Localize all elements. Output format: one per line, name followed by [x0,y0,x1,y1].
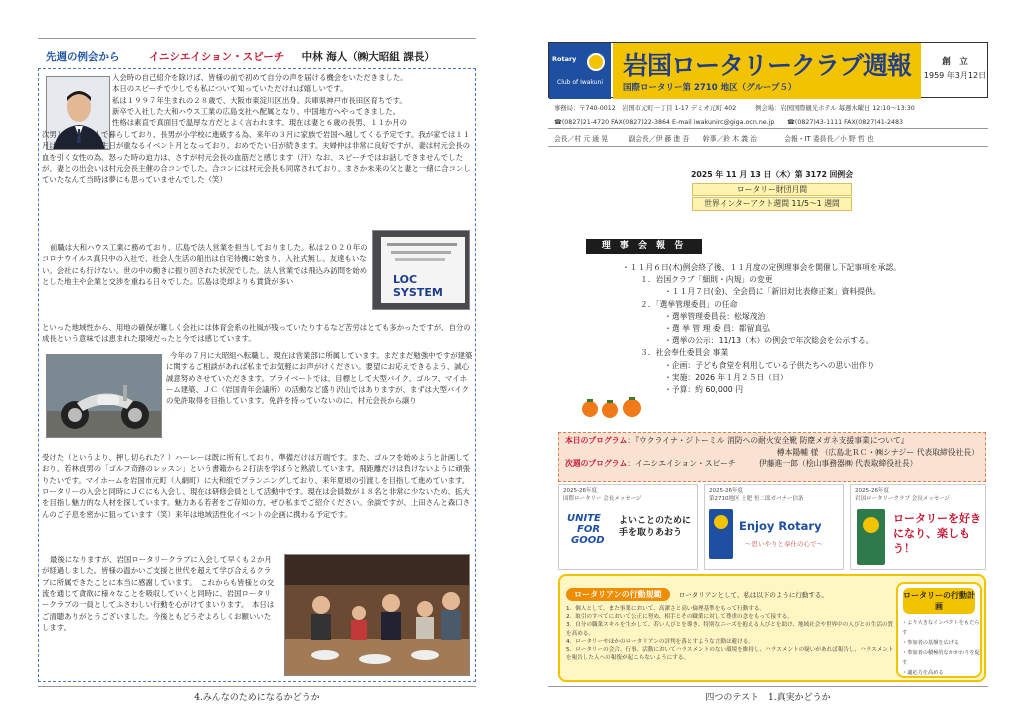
code-of-conduct-box [558,574,986,682]
para1 [112,72,472,129]
para1-line5: 性格は素直で真面目で温厚な方だとよく言われます。現在は妻と６歳の長男、１１か月の [112,118,408,128]
card1-org: 国際ロータリー 会長メッセージ [563,496,642,502]
code-item: 2．取引のすべてにおいて公正に努め、相手とその職業に対して尊重の念をもって接する。 [566,614,793,621]
motorcycle-photo [46,354,162,438]
meeting-info [682,169,862,211]
para4a: 今年の７月に大昭組へ転職し、現在は営業部に所属しています。まだまだ勉強中ですが建築に関するご相談があれば私までお気軽にお声がけください。要望にお応えできるよう、誠心誠意努めさせていただきます。プライベートでは、目標として大型バイク、ゴルフ、マイホーム建築、ＪＣ（岩国青年会議所）の活動など盛り沢山ではありますが、まずは大型バイクの免許取得を目指しています。免許を持っていないのに、村元会長から譲り [166,351,473,406]
report-line: ２．「選挙管理委員」の任命 [640,299,738,309]
ri-president-card [558,484,698,570]
program-today-speaker: 樽本陽輔 様 （広島北ＲＣ・㈱シナジー 代表取締役社長） [776,447,979,457]
logo-rotary-text: Rotary [552,55,577,63]
action-plan [896,582,982,678]
card1-unite: UNITE [567,513,601,524]
action-plan-item: ・参加者の積極的なかかわりを促す [902,650,980,666]
report-line: ・選挙の公示：11/13（木）の例会で年次総会を公示する。 [664,336,874,346]
card1-message: よいことのために手を取りあおう [619,516,692,538]
group-photo [284,554,470,676]
report-line: ・１１月７日(金)、全会員に「新旧対比表修正案」資料提供。 [664,287,881,297]
speech-header [46,49,476,64]
code-of-conduct [566,582,898,678]
card1-year: 2025-26年度 [563,488,597,494]
action-plan-title: ロータリーの行動計画 [903,588,975,614]
action-plan-item: ・より大きなインパクトをもたらす [902,620,980,636]
para4b: 受けた（というより、押し切られた？）ハーレーは既に所有しており、準備だけは万端です。また、ゴルフを始めようと計画しており、若林貞男の「ゴルフ奇跡のレッスン」という書籍から２打法を学ぼうと熟読しています。飛距離だけは負けないように頑張りたいです。マイホームを岩国市元町（人網町）に大和組でプランニングしており、来年夏頃の引渡しを目指して進めています。ロータリーの入会と同時にＪＣにも入会し、現在は研修会員として活動中です。現在は会員数が１８名と非常に少ないため、拡大を目指し魅力的な人材を探しています。魅力ある若者をご存知の方、ぜひ私までご紹介ください。余談ですが、上田さんと森口さんのご子息を密かに狙っています（笑）来年は地域活性化イベントの企画に携わる予定です。 [42,453,471,519]
card3-message: ロータリーを好きになり、楽しもう！ [893,512,981,555]
newsletter-title: 岩国ロータリークラブ週報 [623,51,912,80]
officers-info: 会長／村 元 通 晃 副会長／伊 藤 進 吾 幹事／鈴 木 義 治 会報・IT 委員長／小 野 哲 也 [554,135,874,143]
rotary-logo [549,43,611,99]
card1-good: GOOD [571,535,605,546]
section-label: 先週の例会から [46,51,120,63]
club-badge-icon [857,509,885,565]
action-plan-item: ・適応力を高める [902,670,944,676]
message-cards [558,484,986,570]
card2-enjoy-rotary: Enjoy Rotary [739,519,822,533]
governor-card [704,484,844,570]
code-item: 4．ロータリーやほかのロータリアンの評判を落とすような言動は避ける。 [566,638,754,645]
rotary-wheel-icon [587,53,605,71]
week-theme: 世界インターアクト週間 11/5～1 週間 [692,197,852,211]
district-badge-icon [709,509,733,559]
program-next-label: 次週のプログラム [565,459,628,468]
founded-label: 創 立 [942,57,968,67]
founded-box [921,43,989,99]
info-rule [548,128,988,129]
code-item: 1．個人として、また事業において、高潔さと高い倫理基準をもって行動する。 [566,606,766,612]
board-report-title: 理 事 会 報 告 [586,239,702,254]
right-footer: 四つのテスト 1.真実かどうか [705,693,831,703]
report-line: ・選 挙 管 理 委 員：都留真弘 [664,324,770,333]
program-next-text: ：イニシエイション・スピーチ 伊藤進一郎（桧山事務器㈱ 代表取締役社長） [627,459,918,468]
card3-org: 岩国ロータリークラブ 会長メッセージ [855,496,950,502]
speech-kind: イニシエイション・スピーチ [148,51,285,63]
program-today [565,435,979,447]
card2-org: 第2710地区 土肥 恒二郎ガバナー信条 [709,496,804,502]
para1-line4: 新卒で入社した大和ハウス工業の広島支社へ配属となり、中国地方へやってきました。 [112,107,401,117]
club-president-card [850,484,986,570]
code-item: 3．自分の職業スキルを生かして、若い人びとを導き、特別なニーズを抱える人びとを助け、地域社会や世界中の人びとの生活の質を高める。 [566,622,894,637]
persimmon-icon [580,394,650,420]
report-line: ・予算：約 60,000 円 [664,385,744,394]
code-item: 5．ロータリーの会合、行事、活動においてハラスメントのない環境を維持し、ハラスメントの疑いがあれば報告し、ハラスメントを報告した人への報復が起こらないようにする。 [566,647,894,662]
para3a: 前職は大和ハウス工業に務めており、広島で法人営業を担当しておりました。私は２０２０年のコロナウイルス真只中の入社で、社会人生活の船出は自宅待機に始まり、入社式無し。友達もいない。会社にも行けない。世の中の動きに振り回された状況でした。法人営業では飛込み訪問を始めとした地主や企業と交渉を重ねる日々でした。広島は売却よりも賃貸が多い [42,243,368,287]
right-bottom-rule [548,686,988,687]
card3-year: 2025-26年度 [855,488,889,494]
para3b: といった地域性から、用地の確保が難しく会社には体育会系の社風が残っていたりするなど苦労はとても多かったですが、自分の成長という意味では恵まれた環境だったと今では感じています。 [42,323,471,344]
office-info: 事務局：〒740-0012 岩国市元町一丁目 1-17 デミオ元町 402 例会場：岩国国際観光ホテル 毎週木曜日 12:10～13:30 [554,105,915,112]
action-plan-list [902,618,980,678]
meeting-date: 2025 年 11 月 13 日（木）第 3172 回例会 [690,170,854,179]
para5: 最後になりますが、岩国ロータリークラブに入会して早くも２か月が経過しました。皆様の温かいご支援と世代を超えて学び合えるクラブに所属できたことに本当に感謝しています。 これからも皆様との交流を通じて貪欲に様々なことを吸収していくと同時に、岩国ロータリークラブの一員としてふさわしい行動を心がけてまいります。 本日はご清聴ありがとうございました。今後ともどうぞよろしくお願いいたします。 [42,555,275,633]
bottom-rule [38,686,476,687]
program-today-label: 本日のプログラム [565,436,628,445]
founded-date: 1959 年3月12日 [923,71,987,80]
card1-for: FOR [577,524,601,535]
report-line: ・企画：子ども食堂を利用している子供たちへの思い出作り [664,360,875,370]
officers-rule [548,146,988,147]
code-list [566,605,898,662]
code-intro: ロータリアンとして、私は以下のように行動する。 [678,591,828,599]
report-line: ・実施：2026 年１月２５日（日） [664,372,788,382]
para1-line3: 私は１９９７年生まれの２８歳で、大阪市東淀川区出身、兵庫県神戸市長田区育ちです。 [112,95,407,105]
report-line: ・１１月６日(木)例会終了後、１１月度の定例理事会を開催し下記事項を承認。 [622,263,901,272]
para1-line2: 本日のスピーチで少しでも私について知っていただければ嬉しいです。 [112,84,348,94]
program-box [558,432,986,482]
logo-club-text: Club of Iwakuni [557,79,603,86]
newsletter-subtitle: 国際ロータリー第 2710 地区（グループ５） [623,83,797,93]
program-today-text: ：『ウクライナ・ジトーミル 消防への耐火安全靴 防塵メガネ支援事業について』 [627,436,909,445]
speaker-name: 中林 海人（㈱大昭組 課長） [301,51,435,63]
top-rule [38,38,476,39]
program-next [565,458,979,470]
left-footer: 4.みんなのためになるかどうか [194,693,320,703]
card2-message: ～思いやりと奉仕の心で～ [745,540,823,548]
masthead [548,42,988,98]
report-line: １．岩国クラブ「細則・内規」の変更 [640,275,773,285]
presentation-photo [372,230,470,310]
code-title: ロータリアンの行動規範 [566,588,670,601]
report-line: ・選挙管理委員長：松塚茂治 [664,311,766,321]
action-plan-item: ・参加者の基盤を広げる [902,640,960,646]
right-page [512,0,1024,724]
report-line: ３．社会奉仕委員会 事業 [640,348,729,358]
slide-logo-text: LOC SYSTEM [393,273,443,299]
para1-line1: 入会時の自己紹介を除けば、皆様の前で初めて自分の声を届ける機会をいただきました。 [112,73,408,82]
month-theme: ロータリー財団月間 [692,183,852,197]
card2-year: 2025-26年度 [709,488,743,494]
contact-info: ☎(0827)21-4720 FAX(0827)22-3864 E-mail iwakunirc@giga.ocn.ne.jp ☎(0827)43-1111 FAX(0827)41-2483 [554,119,904,126]
title-band [613,43,921,99]
para2: 次男と広島で４人で暮らしており、長男が小学校に進級する為、来年の３月に家族で岩国へ越してくる予定です。我が家では１１月は妻と次男の誕生日が重なるイベント月となっており、おめでたい日が続きます。夫婦仲は非常に良好ですが、妻は村元会長の血を引く女性の為、怒った時の迫力は、さすが村元会長の血筋だと感じます（汗）なお、スピーチではお話しできませんでしたが、妻との出会いは村元会長主催の合コンでした。合コンには村元会長も同席されており、まさか未来の父と妻と一緒に合コンしていたなんて当時は夢にも思っていませんでした（笑） [42,130,471,185]
